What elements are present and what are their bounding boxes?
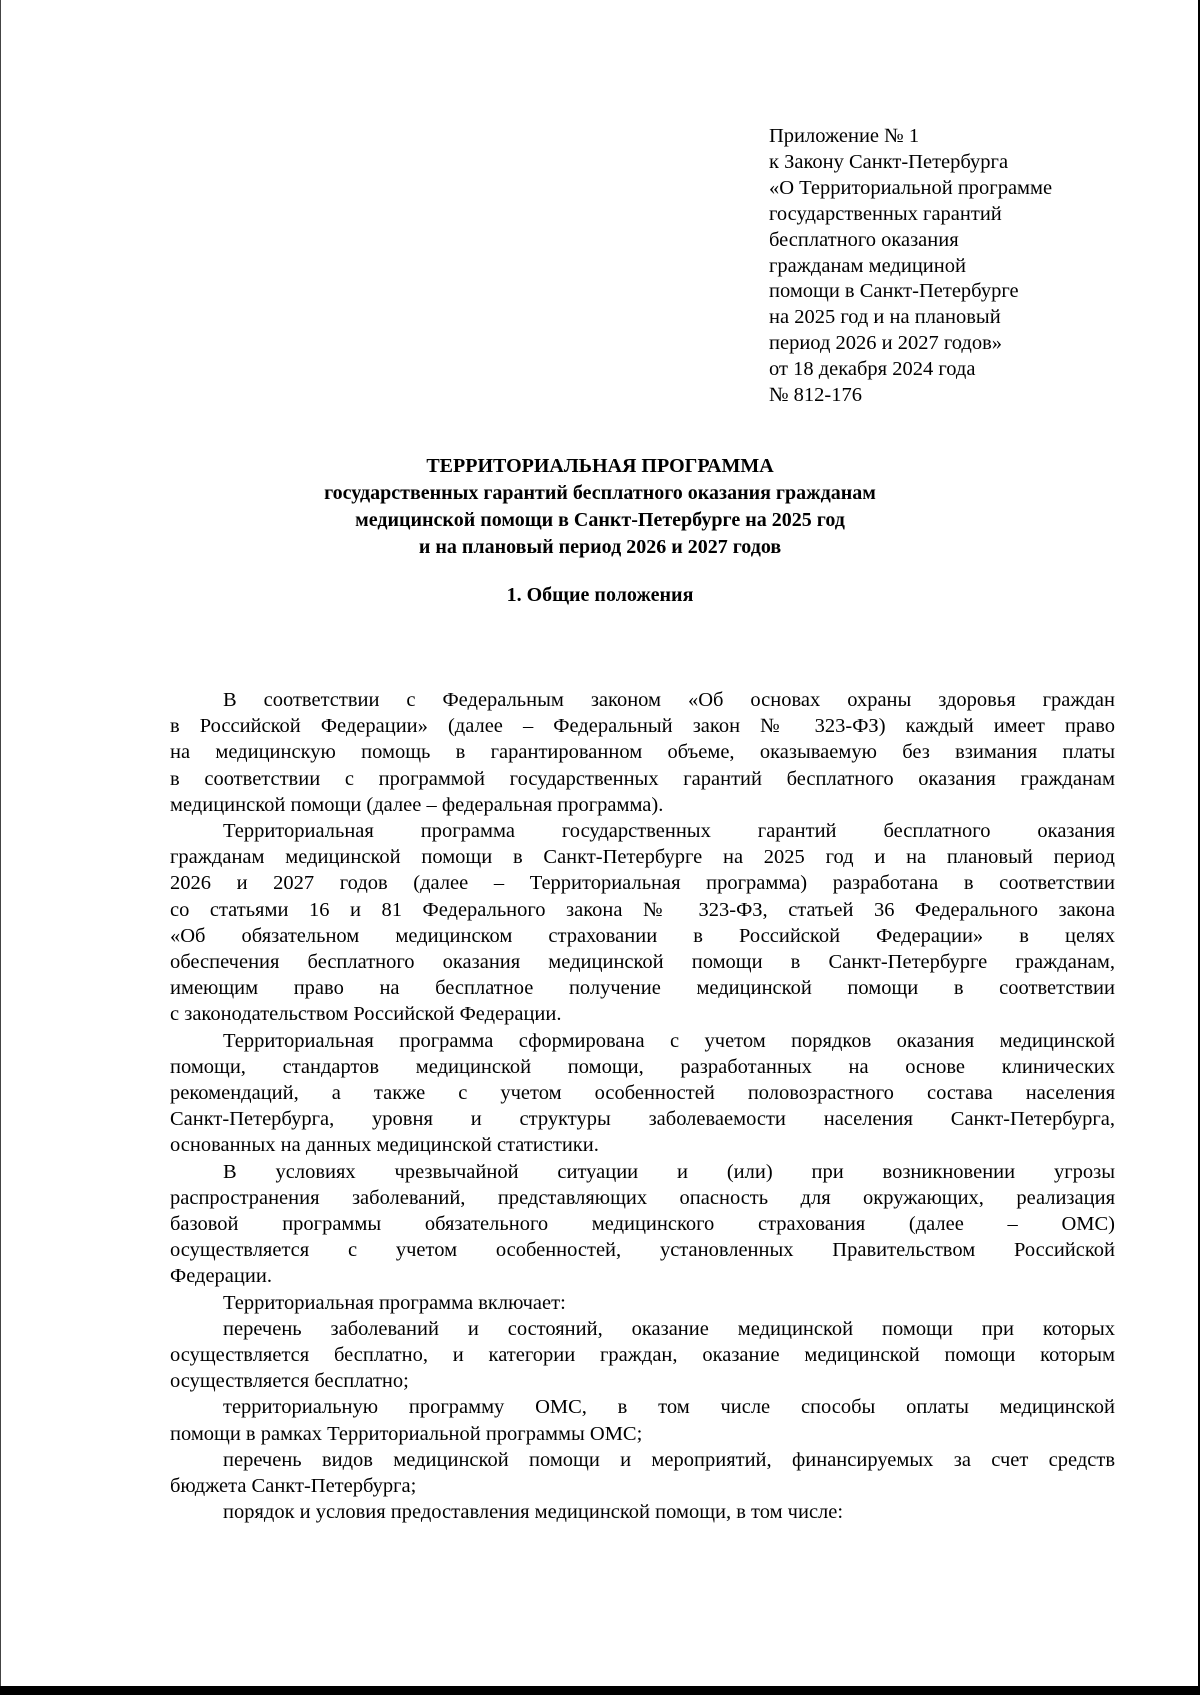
annex-line: период 2026 и 2027 годов»: [769, 332, 1003, 355]
annex-line: гражданам медициной: [769, 254, 966, 277]
document-body: [170, 687, 1115, 1526]
paragraph-line: помощи в рамках Территориальной программы ОМС;: [170, 1422, 643, 1445]
annex-line: «О Территориальной программе: [769, 176, 1053, 199]
title-line: ТЕРРИТОРИАЛЬНАЯ ПРОГРАММА: [426, 455, 774, 477]
annex-line: помощи в Санкт-Петербурге: [769, 280, 1019, 303]
title-line: государственных гарантий бесплатного оказания гражданам: [324, 482, 876, 504]
title-line: медицинской помощи в Санкт-Петербурге на 2025 год: [355, 509, 845, 531]
paragraph-line: гражданам медицинской помощи в Санкт-Петербурге на 2025 год и на плановый период: [170, 846, 1115, 869]
paragraph-line: порядок и условия предоставления медицинской помощи, в том числе:: [223, 1501, 844, 1524]
paragraph: [170, 1316, 1115, 1395]
paragraph-line: в соответствии с программой государственных гарантий бесплатного оказания гражданам: [170, 767, 1115, 790]
paragraph-line: В соответствии с Федеральным законом «Об основах охраны здоровья граждан: [223, 689, 1115, 711]
paragraph-line: перечень заболеваний и состояний, оказание медицинской помощи при которых: [223, 1317, 1115, 1340]
scan-edge-left: [0, 0, 1, 1695]
paragraph: [170, 1394, 1115, 1446]
paragraph-line: осуществляется бесплатно, и категории граждан, оказание медицинской помощи которым: [170, 1344, 1115, 1367]
paragraph-line: Федерации.: [170, 1265, 272, 1288]
paragraph: [170, 1028, 1115, 1159]
paragraph-line: помощи, стандартов медицинской помощи, разработанных на основе клинических: [170, 1055, 1115, 1078]
paragraph-line: распространения заболеваний, представляющих опасность для окружающих, реализация: [170, 1186, 1115, 1209]
paragraph-line: бюджета Санкт-Петербурга;: [170, 1475, 417, 1498]
paragraph-line: базовой программы обязательного медицинского страхования (далее – ОМС): [170, 1213, 1115, 1236]
paragraph: [170, 818, 1115, 1028]
annex-line: на 2025 год и на плановый: [769, 306, 1001, 329]
paragraph-line: Санкт-Петербурга, уровня и структуры заболеваемости населения Санкт-Петербурга,: [170, 1108, 1115, 1131]
paragraph-line: со статьями 16 и 81 Федерального закона № 323-ФЗ, статьей 36 Федерального закона: [170, 898, 1115, 921]
annex-line: Приложение № 1: [769, 125, 920, 147]
paragraph-line: с законодательством Российской Федерации.: [170, 1003, 562, 1026]
paragraph: [170, 1499, 1115, 1525]
paragraph-line: основанных на данных медицинской статистики.: [170, 1134, 599, 1157]
document-title: [0, 453, 1200, 561]
title-line: и на плановый период 2026 и 2027 годов: [418, 536, 782, 558]
paragraph-line: осуществляется бесплатно;: [170, 1370, 409, 1393]
paragraph-line: 2026 и 2027 годов (далее – Территориальная программа) разработана в соответствии: [170, 872, 1115, 895]
annex-line: от 18 декабря 2024 года: [769, 358, 976, 381]
paragraph: [170, 1290, 1115, 1316]
paragraph-line: Территориальная программа государственных гарантий бесплатного оказания: [223, 820, 1115, 843]
paragraph-line: Территориальная программа включает:: [223, 1291, 566, 1314]
paragraph-line: на медицинскую помощь в гарантированном объеме, оказываемую без взимания платы: [170, 741, 1115, 764]
scan-edge-bottom: [0, 1686, 1200, 1695]
paragraph-line: перечень видов медицинской помощи и мероприятий, финансируемых за счет средств: [223, 1448, 1115, 1471]
paragraph: [170, 1159, 1115, 1290]
paragraph-line: обеспечения бесплатного оказания медицинской помощи в Санкт-Петербурге гражданам,: [170, 951, 1115, 974]
paragraph-line: «Об обязательном медицинском страховании в Российской Федерации» в целях: [170, 924, 1115, 947]
annex-line: к Закону Санкт-Петербурга: [769, 150, 1009, 173]
section-heading: 1. Общие положения: [506, 584, 694, 606]
annex-line: государственных гарантий: [769, 202, 1002, 225]
annex-line: бесплатного оказания: [769, 228, 959, 251]
paragraph-line: территориальную программу ОМС, в том числе способы оплаты медицинской: [223, 1396, 1115, 1419]
paragraph-line: в Российской Федерации» (далее – Федеральный закон № 323-ФЗ) каждый имеет право: [170, 715, 1115, 738]
paragraph: [170, 1447, 1115, 1499]
annex-reference: [769, 124, 1052, 409]
paragraph-line: медицинской помощи (далее – федеральная программа).: [170, 793, 664, 816]
paragraph-line: Территориальная программа сформирована с учетом порядков оказания медицинской: [223, 1029, 1115, 1052]
paragraph-line: рекомендаций, а также с учетом особенностей половозрастного состава населения: [170, 1082, 1115, 1105]
paragraph-line: В условиях чрезвычайной ситуации и (или) при возникновении угрозы: [223, 1160, 1115, 1183]
paragraph-line: осуществляется с учетом особенностей, установленных Правительством Российской: [170, 1239, 1115, 1262]
annex-line: № 812-176: [769, 384, 863, 407]
paragraph: [170, 687, 1115, 818]
paragraph-line: имеющим право на бесплатное получение медицинской помощи в соответствии: [170, 977, 1115, 1000]
